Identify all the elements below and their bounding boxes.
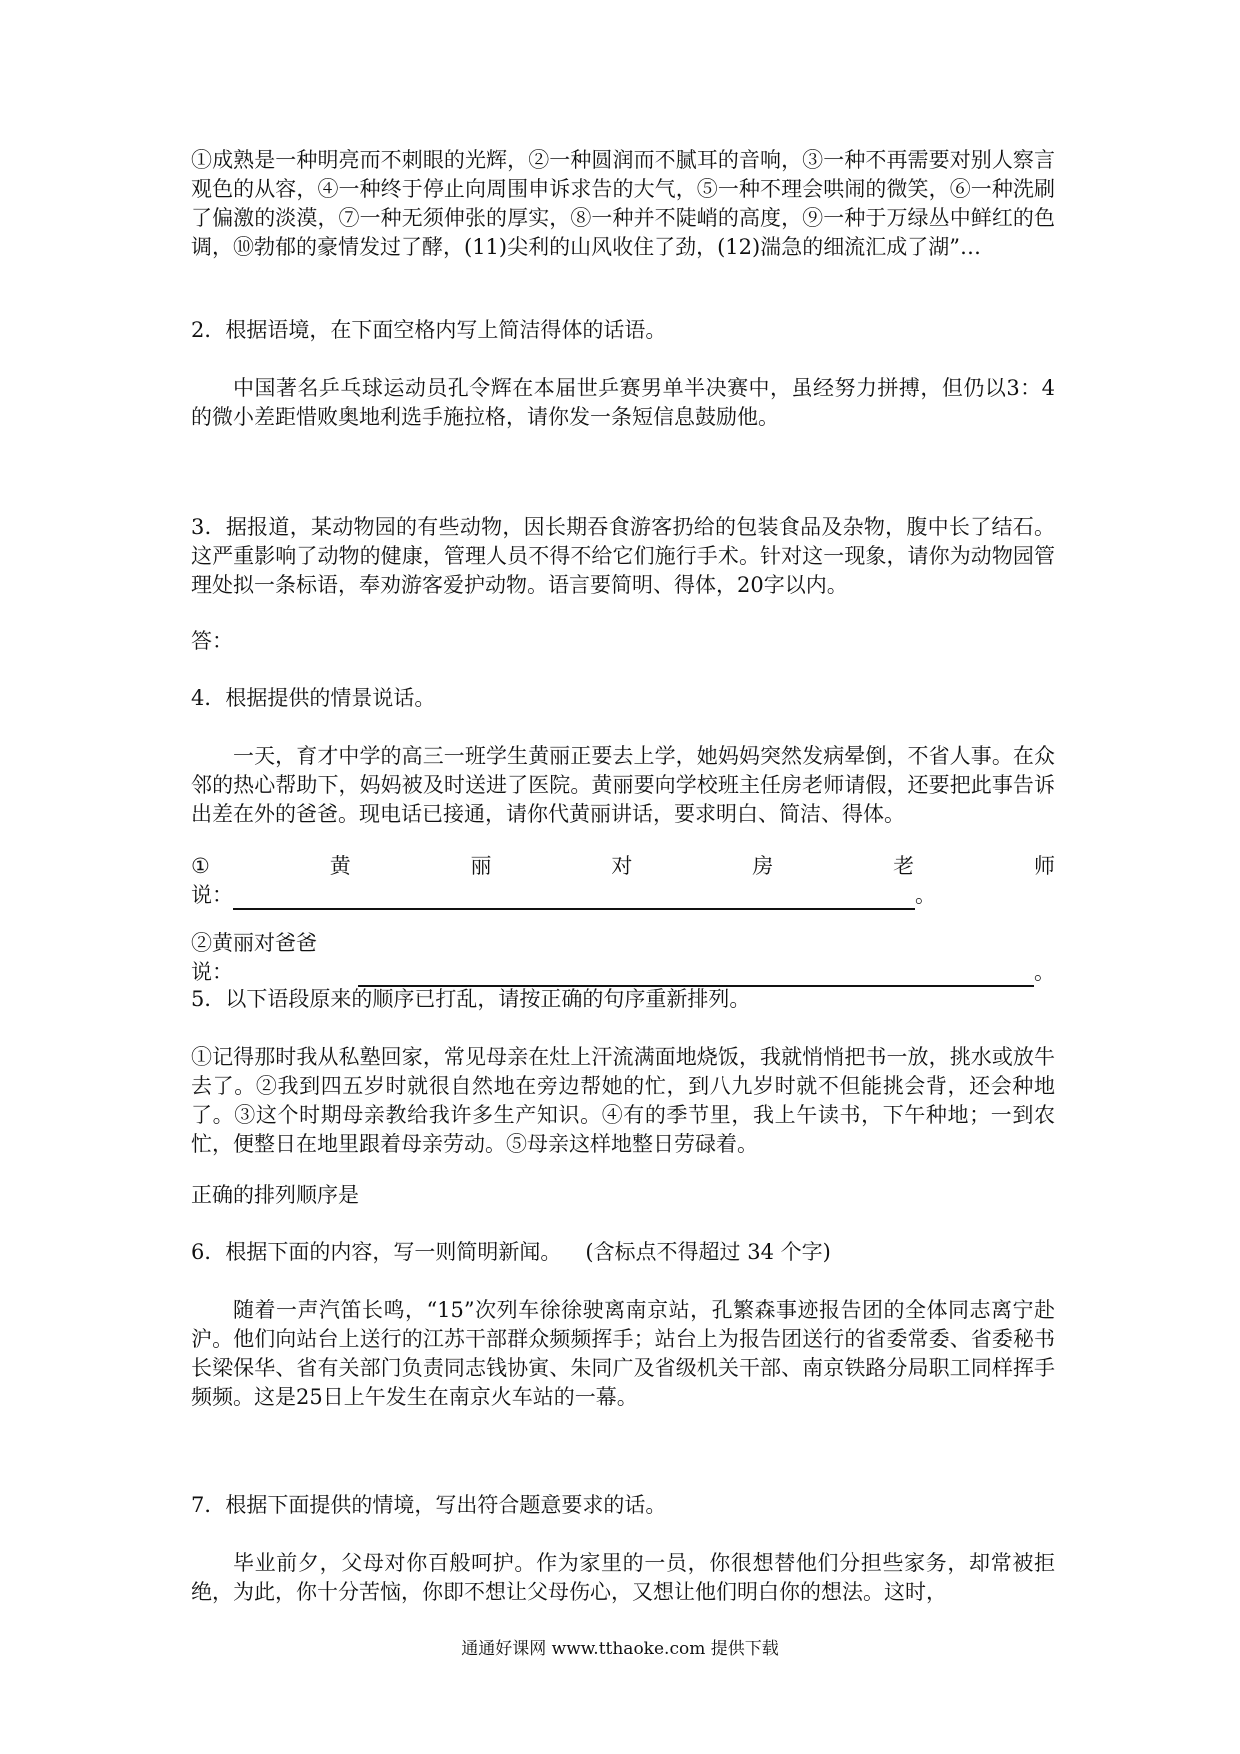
q4-line2-label: ②黄丽对爸爸说： bbox=[191, 931, 317, 984]
q3-body: 3．据报道，某动物园的有些动物，因长期吞食游客扔给的包装食品及杂物，腹中长了结石。这严重影响了动物的健康，管理人员不得不给它们施行手术。针对这一现象，请你为动物园管理处拟一条标语，奉劝游客爱护动物。语言要简明、得体，20字以内。 bbox=[191, 515, 1055, 597]
q4-line1-char: ① bbox=[191, 854, 210, 878]
q4-line2-answer-row bbox=[191, 929, 1055, 987]
q4-body: 一天，育才中学的高三一班学生黄丽正要去上学，她妈妈突然发病晕倒，不省人事。在众邻的热心帮助下，妈妈被及时送进了医院。黄丽要向学校班主任房老师请假，还要把此事告诉出差在外的爸爸。现电话已接通，请你代黄丽讲话，要求明白、简洁、得体。 bbox=[191, 744, 1055, 826]
q5-title: 5．以下语段原来的顺序已打乱，请按正确的句序重新排列。 bbox=[191, 987, 751, 1011]
q5-answer-label: 正确的排列顺序是 bbox=[191, 1183, 359, 1207]
q4-line1-char: 黄 bbox=[329, 854, 351, 878]
intro-passage: ①成熟是一种明亮而不刺眼的光辉，②一种圆润而不腻耳的音响，③一种不再需要对别人察言观色的从容，④一种终于停止向周围申诉求告的大气，⑤一种不理会哄闹的微笑，⑥一种洗刷了偏激的淡漠，⑦一种无须伸张的厚实，⑧一种并不陡峭的高度，⑨一种于万绿丛中鲜红的色调，⑩勃郁的豪情发过了酵，(11)尖利的山风收住了劲，(12)湍急的细流汇成了湖”… bbox=[191, 148, 1055, 259]
q4-line1-char: 房 bbox=[752, 854, 774, 878]
q7-title: 7．根据下面提供的情境，写出符合题意要求的话。 bbox=[191, 1493, 667, 1517]
q6-title-row bbox=[191, 1238, 1055, 1267]
q4-line1-answer-row bbox=[191, 881, 1055, 910]
q7-body: 毕业前夕，父母对你百般呵护。作为家里的一员，你很想替他们分担些家务，却常被拒绝，为此，你十分苦恼，你即不想让父母伤心，又想让他们明白你的想法。这时， bbox=[191, 1551, 1055, 1604]
q4-title: 4．根据提供的情景说话。 bbox=[191, 686, 436, 710]
q4-line2 bbox=[191, 929, 1055, 987]
q4-answer-blank-1[interactable] bbox=[233, 886, 915, 910]
q6-note: (含标点不得超过 34 个字) bbox=[585, 1240, 831, 1264]
q4-line1-spread bbox=[191, 852, 1055, 881]
q4-line1-char: 师 bbox=[1033, 854, 1055, 878]
q6-title: 6．根据下面的内容，写一则简明新闻。 bbox=[191, 1240, 562, 1264]
q4-answer-blank-2[interactable] bbox=[358, 963, 1034, 987]
q2-title: 2．根据语境，在下面空格内写上简洁得体的话语。 bbox=[191, 318, 667, 342]
q4-line1 bbox=[191, 852, 1055, 910]
q4-line1-tail: 说： bbox=[191, 883, 233, 907]
q4-line1-end: 。 bbox=[915, 883, 936, 907]
q4-line2-end: 。 bbox=[1034, 960, 1055, 984]
q2-body: 中国著名乒乓球运动员孔令辉在本届世乒赛男单半决赛中，虽经努力拼搏，但仍以3：4的微小差距惜败奥地利选手施拉格，请你发一条短信息鼓励他。 bbox=[191, 376, 1055, 429]
q4-line1-char: 对 bbox=[611, 854, 633, 878]
q5-body: ①记得那时我从私塾回家，常见母亲在灶上汗流满面地烧饭，我就悄悄把书一放，挑水或放牛去了。②我到四五岁时就很自然地在旁边帮她的忙，到八九岁时就不但能挑会背，还会种地了。③这个时期母亲教给我许多生产知识。④有的季节里，我上午读书，下午种地；一到农忙，便整日在地里跟着母亲劳动。⑤母亲这样地整日劳碌着。 bbox=[191, 1045, 1055, 1156]
q4-line1-char: 老 bbox=[893, 854, 915, 878]
q6-body: 随着一声汽笛长鸣，“15”次列车徐徐驶离南京站，孔繁森事迹报告团的全体同志离宁赴沪。他们向站台上送行的江苏干部群众频频挥手；站台上为报告团送行的省委常委、省委秘书长梁保华、省有关部门负责同志钱协寅、朱同广及省级机关干部、南京铁路分局职工同样挥手频频。这是25日上午发生在南京火车站的一幕。 bbox=[191, 1298, 1055, 1409]
q4-line1-char: 丽 bbox=[470, 854, 492, 878]
q3-answer-label: 答： bbox=[191, 629, 233, 653]
page-footer: 通通好课网 www.tthaoke.com 提供下载 bbox=[461, 1639, 779, 1659]
